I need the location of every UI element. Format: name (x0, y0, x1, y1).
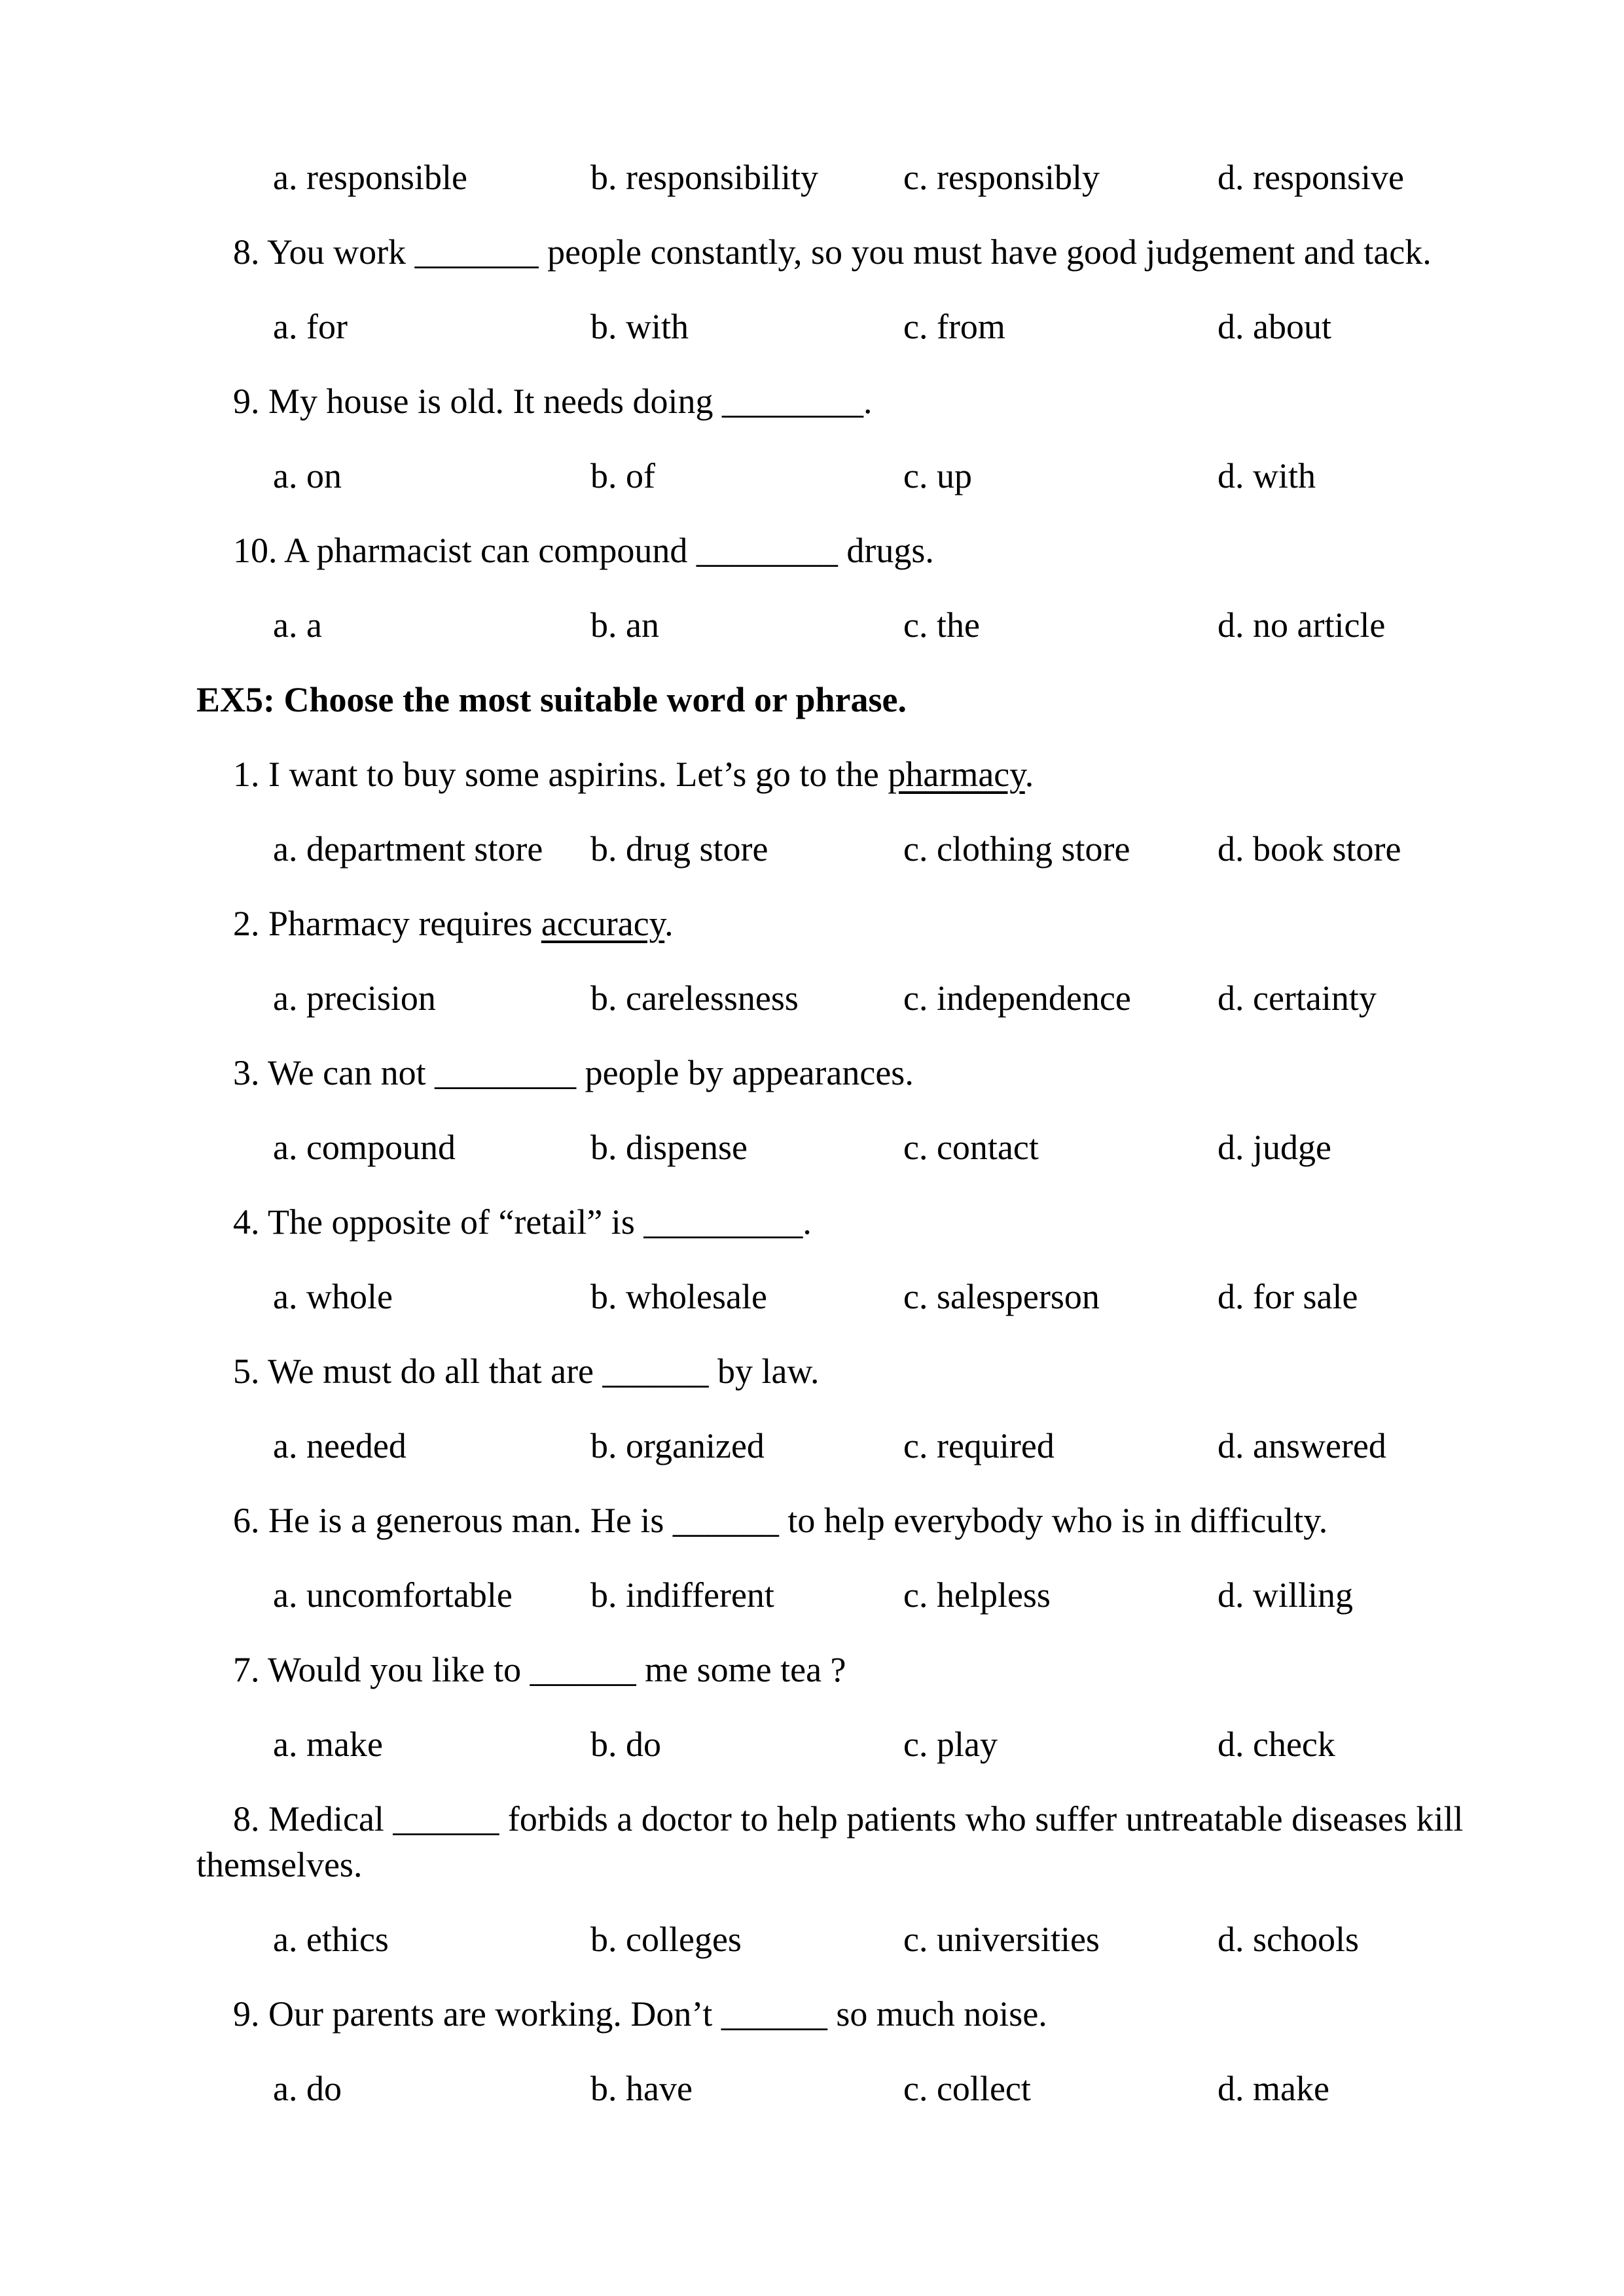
question-text: 10. A pharmacist can compound ________ drugs. (233, 531, 934, 570)
question-text: 7. Would you like to ______ me some tea ? (233, 1650, 846, 1689)
answer-options (196, 602, 1489, 648)
question-text: 1. I want to buy some aspirins. Let’s go to the (233, 755, 888, 794)
answer-options (196, 154, 1489, 200)
answer-option: c. responsibly (903, 158, 1100, 197)
question (196, 1647, 1489, 1693)
answer-option: d. book store (1218, 829, 1401, 869)
answer-options (196, 975, 1489, 1021)
answer-options (196, 1916, 1489, 1962)
answer-options (196, 1124, 1489, 1170)
answer-option: c. the (903, 605, 980, 645)
question-text: 4. The opposite of “retail” is _________. (233, 1202, 812, 1242)
question-text: 8. Medical ______ forbids a doctor to help patients who suffer untreatable diseases kill themselves. (196, 1799, 1464, 1884)
question (196, 1348, 1489, 1394)
answer-option: d. answered (1218, 1426, 1386, 1465)
question-text: 9. My house is old. It needs doing ________. (233, 382, 873, 421)
answer-option: d. check (1218, 1725, 1335, 1764)
question-text: 6. He is a generous man. He is ______ to help everybody who is in difficulty. (233, 1501, 1328, 1540)
question-text: 3. We can not ________ people by appearances. (233, 1053, 914, 1092)
question (196, 1796, 1489, 1888)
answer-options (196, 1572, 1489, 1618)
answer-option: d. schools (1218, 1920, 1359, 1959)
answer-option: a. a (273, 605, 322, 645)
question-text: 5. We must do all that are ______ by law. (233, 1352, 820, 1391)
question (196, 528, 1489, 573)
answer-option: d. responsive (1218, 158, 1404, 197)
answer-option: b. wholesale (590, 1277, 767, 1316)
answer-option: b. have (590, 2069, 693, 2108)
answer-option: b. responsibility (590, 158, 818, 197)
answer-option: c. up (903, 456, 972, 495)
question-text-end: . (1024, 755, 1034, 794)
answer-option: d. for sale (1218, 1277, 1358, 1316)
answer-option: b. an (590, 605, 659, 645)
answer-options (196, 2066, 1489, 2111)
question-text: 9. Our parents are working. Don’t ______ so much noise. (233, 1994, 1047, 2034)
answer-option: c. from (903, 307, 1005, 346)
underlined-word: pharmacy (888, 755, 1025, 794)
answer-options (196, 1721, 1489, 1767)
question (196, 901, 1489, 946)
answer-option: a. uncomfortable (273, 1575, 513, 1615)
answer-option: b. drug store (590, 829, 768, 869)
answer-option: d. certainty (1218, 978, 1377, 1018)
answer-option: c. salesperson (903, 1277, 1100, 1316)
answer-option: b. carelessness (590, 978, 799, 1018)
answer-option: b. with (590, 307, 689, 346)
underlined-word: accuracy (541, 904, 665, 943)
question (196, 229, 1489, 275)
question (196, 1050, 1489, 1096)
answer-option: b. of (590, 456, 655, 495)
answer-option: a. on (273, 456, 342, 495)
answer-option: c. clothing store (903, 829, 1130, 869)
answer-option: a. needed (273, 1426, 406, 1465)
answer-options (196, 453, 1489, 499)
answer-option: c. independence (903, 978, 1131, 1018)
answer-option: b. colleges (590, 1920, 742, 1959)
question-text: 8. You work _______ people constantly, so you must have good judgement and tack. (233, 232, 1432, 272)
answer-option: d. judge (1218, 1128, 1331, 1167)
question (196, 1991, 1489, 2037)
answer-option: d. willing (1218, 1575, 1354, 1615)
answer-option: c. collect (903, 2069, 1031, 2108)
answer-option: d. with (1218, 456, 1316, 495)
answer-option: a. for (273, 307, 348, 346)
answer-option: b. do (590, 1725, 661, 1764)
answer-options (196, 1423, 1489, 1469)
answer-options (196, 304, 1489, 350)
answer-option: a. whole (273, 1277, 393, 1316)
question-text: 2. Pharmacy requires (233, 904, 541, 943)
answer-option: a. responsible (273, 158, 467, 197)
answer-option: c. helpless (903, 1575, 1051, 1615)
answer-option: a. ethics (273, 1920, 389, 1959)
answer-options (196, 1274, 1489, 1319)
answer-option: d. about (1218, 307, 1331, 346)
answer-option: d. make (1218, 2069, 1329, 2108)
answer-option: c. contact (903, 1128, 1039, 1167)
answer-option: c. required (903, 1426, 1055, 1465)
exercise-heading: EX5: Choose the most suitable word or phrase. (196, 680, 907, 719)
answer-option: a. department store (273, 829, 543, 869)
answer-option: a. do (273, 2069, 342, 2108)
answer-option: c. play (903, 1725, 998, 1764)
question (196, 378, 1489, 424)
answer-option: a. precision (273, 978, 436, 1018)
answer-option: a. make (273, 1725, 383, 1764)
question (196, 751, 1489, 797)
answer-option: b. dispense (590, 1128, 748, 1167)
answer-option: d. no article (1218, 605, 1386, 645)
question-text-end: . (664, 904, 674, 943)
answer-options (196, 826, 1489, 872)
answer-option: c. universities (903, 1920, 1100, 1959)
question (196, 1498, 1489, 1543)
answer-option: a. compound (273, 1128, 456, 1167)
answer-option: b. organized (590, 1426, 765, 1465)
answer-option: b. indifferent (590, 1575, 774, 1615)
question (196, 1199, 1489, 1245)
worksheet-page (196, 154, 1489, 2140)
